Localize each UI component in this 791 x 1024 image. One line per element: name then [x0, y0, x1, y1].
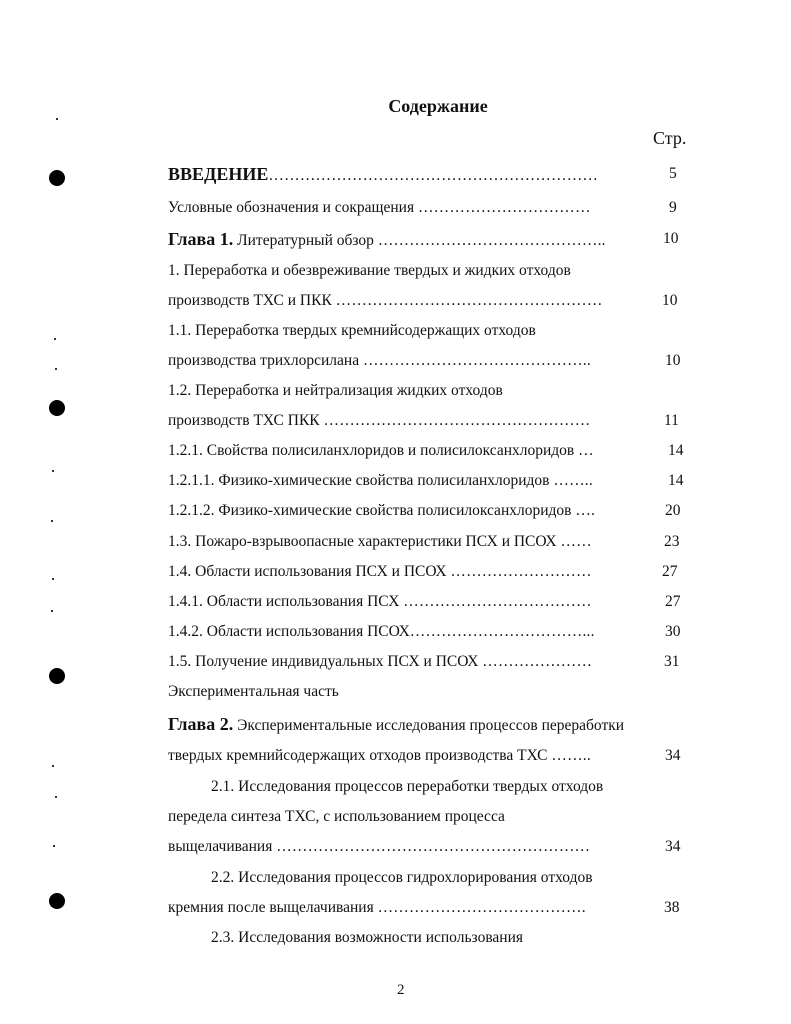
toc-entry-page: 31 [664, 653, 680, 670]
scan-speck-icon [53, 845, 55, 847]
toc-entry [168, 291, 678, 311]
toc-entry-dots: …………………………………. [377, 899, 586, 916]
toc-entry [168, 229, 679, 251]
page-title: Содержание [388, 96, 488, 116]
toc-entry-text: 2.2. Исследования процессов гидрохлорирования отходов [211, 869, 593, 886]
binder-hole-icon [49, 893, 65, 909]
toc-entry [168, 164, 677, 186]
toc-entry-bold: Глава 1. [168, 229, 234, 249]
toc-entry-page: 38 [664, 899, 680, 916]
toc-entry [168, 411, 679, 431]
toc-entry-dots: …………………………………………………… [276, 838, 591, 855]
toc-entry [168, 622, 681, 642]
toc-entry-dots: …………………………………….. [377, 232, 606, 249]
toc-entry [168, 381, 503, 401]
page-number: 2 [397, 982, 405, 998]
toc-entry [211, 928, 523, 948]
toc-entry [168, 471, 684, 491]
toc-entry-page: 27 [662, 563, 678, 580]
toc-entry [168, 441, 684, 461]
toc-entry-text: Литературный обзор [233, 232, 374, 249]
toc-entry-dots: …………………………………………… [323, 412, 591, 429]
toc-entry [211, 868, 593, 888]
scan-speck-icon [51, 520, 53, 522]
toc-entry [168, 652, 680, 672]
toc-entry-page: 5 [669, 165, 677, 182]
scan-speck-icon [55, 796, 57, 798]
toc-entry-text: 1.2.1.1. Физико-химические свойства полисиланхлоридов [168, 472, 550, 489]
toc-entry-text: выщелачивания [168, 838, 273, 855]
toc-entry-text: 1.4.2. Области использования ПСОХ [168, 623, 410, 640]
toc-entry-text: Условные обозначения и сокращения [168, 199, 415, 216]
scan-speck-icon [51, 610, 53, 612]
toc-entry-text: Экспериментальная часть [168, 683, 339, 700]
toc-entry-text: 1.1. Переработка твердых кремнийсодержащих отходов [168, 322, 536, 339]
toc-entry-text: 2.3. Исследования возможности использования [211, 929, 524, 946]
toc-entry-text: 1.2. Переработка и нейтрализация жидких отходов [168, 382, 503, 399]
toc-entry [168, 682, 339, 702]
scan-speck-icon [54, 338, 56, 340]
toc-entry-dots: …………………………… [417, 199, 591, 216]
toc-entry-dots: …… [560, 533, 592, 550]
toc-entry-text: 1.4. Области использования ПСХ и ПСОХ [168, 563, 447, 580]
binder-hole-icon [49, 668, 65, 684]
toc-entry-text: производств ТХС ПКК [168, 412, 320, 429]
toc-entry-dots: ……………………… [450, 563, 592, 580]
toc-entry-page: 10 [662, 292, 678, 309]
toc-entry [211, 777, 603, 797]
toc-entry-page: 20 [665, 502, 681, 519]
toc-entry-text: 2.1. Исследования процессов переработки твердых отходов [211, 778, 604, 795]
toc-entry-text: 1.2.1. Свойства полисиланхлоридов и полисилоксанхлоридов [168, 442, 575, 459]
toc-entry-dots: …….. [551, 747, 591, 764]
toc-entry-dots: ……………………………………………………… [268, 167, 599, 184]
toc-entry-text: 1.3. Пожаро-взрывоопасные характеристики ПСХ и ПСОХ [168, 533, 557, 550]
toc-entry-page: 14 [668, 442, 684, 459]
scan-speck-icon [56, 118, 58, 120]
toc-entry-dots: ……………………………... [409, 623, 595, 640]
toc-entry-text: Экспериментальные исследования процессов переработки [233, 717, 625, 734]
toc-entry-page: 30 [665, 623, 681, 640]
toc-entry-text: 1.5. Получение индивидуальных ПСХ и ПСОХ [168, 653, 479, 670]
binder-hole-icon [49, 400, 65, 416]
toc-entry-dots: ……………………………… [403, 593, 592, 610]
toc-entry [168, 501, 681, 521]
scan-speck-icon [52, 578, 54, 580]
toc-entry [168, 351, 681, 371]
toc-entry-page: 34 [665, 747, 681, 764]
toc-entry [168, 592, 681, 612]
toc-entry [168, 714, 624, 736]
toc-entry-text: твердых кремнийсодержащих отходов производства ТХС [168, 747, 548, 764]
toc-entry [168, 261, 571, 281]
toc-entry-text: 1. Переработка и обезвреживание твердых и жидких отходов [168, 262, 571, 279]
binder-hole-icon [49, 170, 65, 186]
toc-entry-text: 1.4.1. Области использования ПСХ [168, 593, 400, 610]
toc-entry-text: производства трихлорсилана [168, 352, 360, 369]
toc-entry-bold: Глава 2. [168, 714, 234, 734]
toc-entry [168, 837, 681, 857]
toc-entry [168, 807, 505, 827]
scan-speck-icon [52, 470, 54, 472]
toc-entry-dots: ………………… [482, 653, 593, 670]
toc-entry-dots: …………………………………………… [335, 292, 603, 309]
toc-entry-text: кремния после выщелачивания [168, 899, 374, 916]
toc-entry-page: 23 [664, 533, 680, 550]
toc-entry-text: производств ТХС и ПКК [168, 292, 332, 309]
scan-speck-icon [55, 368, 57, 370]
toc-entry-dots: …. [575, 502, 596, 519]
toc-entry-page: 34 [665, 838, 681, 855]
toc-entry-dots: …………………………………….. [362, 352, 591, 369]
toc-entry [168, 532, 680, 552]
toc-entry-page: 27 [665, 593, 681, 610]
toc-entry [168, 321, 536, 341]
toc-entry-dots: … [578, 442, 594, 459]
toc-entry-page: 10 [665, 352, 681, 369]
toc-entry [168, 898, 680, 918]
toc-entry-page: 14 [668, 472, 684, 489]
toc-entry-page: 10 [663, 230, 679, 247]
toc-entry-text: 1.2.1.2. Физико-химические свойства полисилоксанхлоридов [168, 502, 572, 519]
toc-entry [168, 746, 681, 766]
scan-speck-icon [52, 765, 54, 767]
toc-entry-text: передела синтеза ТХС, с использованием процесса [168, 808, 505, 825]
page-column-label: Стр. [653, 128, 687, 148]
toc-entry-page: 11 [664, 412, 679, 429]
toc-entry [168, 198, 677, 218]
toc-entry [168, 562, 678, 582]
toc-entry-bold: ВВЕДЕНИЕ [168, 164, 269, 184]
toc-entry-page: 9 [669, 199, 677, 216]
toc-entry-dots: …….. [553, 472, 593, 489]
